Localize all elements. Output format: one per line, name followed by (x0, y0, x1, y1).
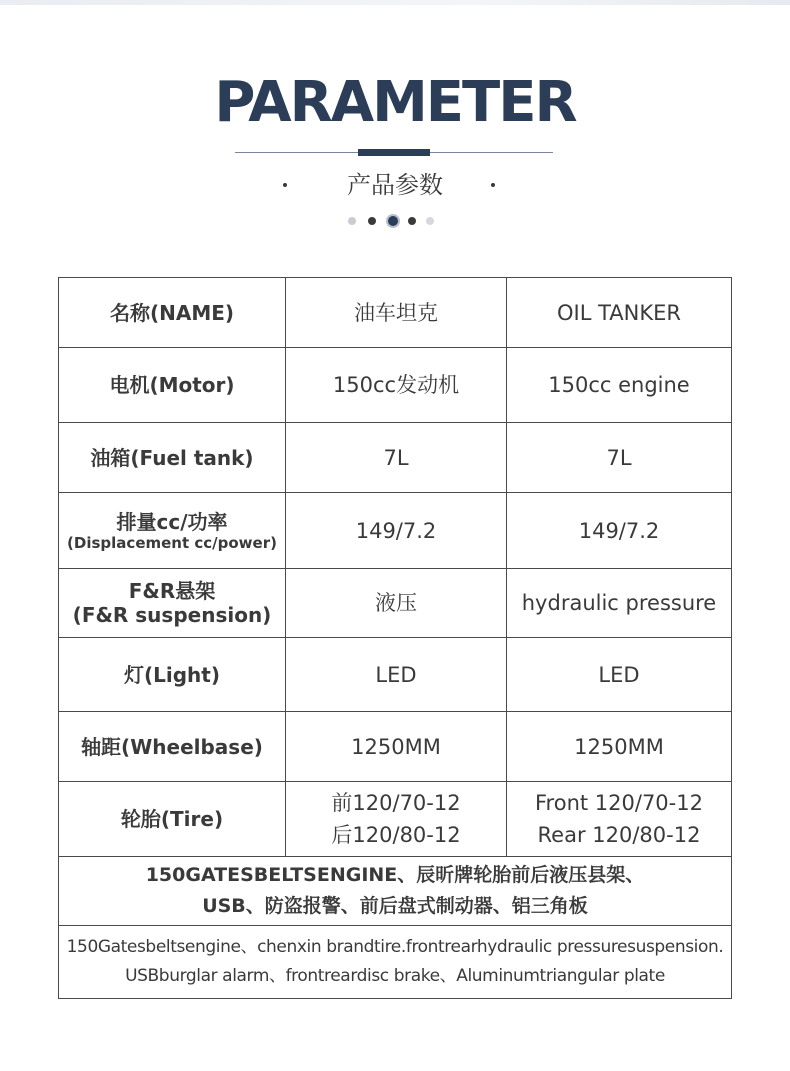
subtitle-right-dot (491, 183, 495, 187)
value-en: 150cc engine (507, 348, 732, 423)
table-row (59, 423, 732, 493)
table-row (59, 712, 732, 782)
title-divider-accent (358, 149, 430, 156)
subtitle-row (0, 168, 790, 202)
row-label: 名称(NAME) (59, 278, 286, 348)
row-label: 轴距(Wheelbase) (59, 712, 286, 782)
dot-5 (426, 217, 434, 225)
value-en: OIL TANKER (507, 278, 732, 348)
value-cn: 1250MM (286, 712, 507, 782)
dot-1 (348, 217, 356, 225)
top-decorative-strip (0, 0, 790, 5)
features-cn: 150GATESBELTSENGINE、辰昕牌轮胎前后液压县架、 USB、防盗报警、前后盘式制动器、铝三角板 (59, 857, 732, 926)
row-label: 排量cc/功率 (Displacement cc/power) (59, 493, 286, 569)
value-cn: 液压 (286, 569, 507, 638)
value-en: 7L (507, 423, 732, 493)
value-en: Front 120/70-12 Rear 120/80-12 (507, 782, 732, 857)
features-en-row (59, 926, 732, 999)
page-title: PARAMETER (214, 70, 576, 135)
value-en: LED (507, 638, 732, 712)
dot-3-active (386, 214, 400, 228)
table-row (59, 348, 732, 423)
row-label: 灯(Light) (59, 638, 286, 712)
features-en: 150Gatesbeltsengine、chenxin brandtire.frontrearhydraulic pressuresuspension. USBburglar alarm、frontreardisc brake、Aluminumtriangular plate (59, 926, 732, 999)
features-cn-row (59, 857, 732, 926)
table-row (59, 638, 732, 712)
table-row (59, 569, 732, 638)
dot-2 (368, 217, 376, 225)
table-row (59, 278, 732, 348)
row-label: 油箱(Fuel tank) (59, 423, 286, 493)
value-cn: 7L (286, 423, 507, 493)
value-cn: LED (286, 638, 507, 712)
table-row (59, 782, 732, 857)
row-label: 轮胎(Tire) (59, 782, 286, 857)
dot-4 (408, 217, 416, 225)
value-cn: 前120/70-12 后120/80-12 (286, 782, 507, 857)
page-subtitle: 产品参数 (347, 171, 443, 199)
table-row (59, 493, 732, 569)
value-en: 1250MM (507, 712, 732, 782)
value-en: hydraulic pressure (507, 569, 732, 638)
value-cn: 油车坦克 (286, 278, 507, 348)
decorative-dots (0, 213, 790, 229)
value-en: 149/7.2 (507, 493, 732, 569)
row-label: 电机(Motor) (59, 348, 286, 423)
value-cn: 149/7.2 (286, 493, 507, 569)
parameter-table (58, 277, 732, 999)
value-cn: 150cc发动机 (286, 348, 507, 423)
row-label: F&R悬架 (F&R suspension) (59, 569, 286, 638)
